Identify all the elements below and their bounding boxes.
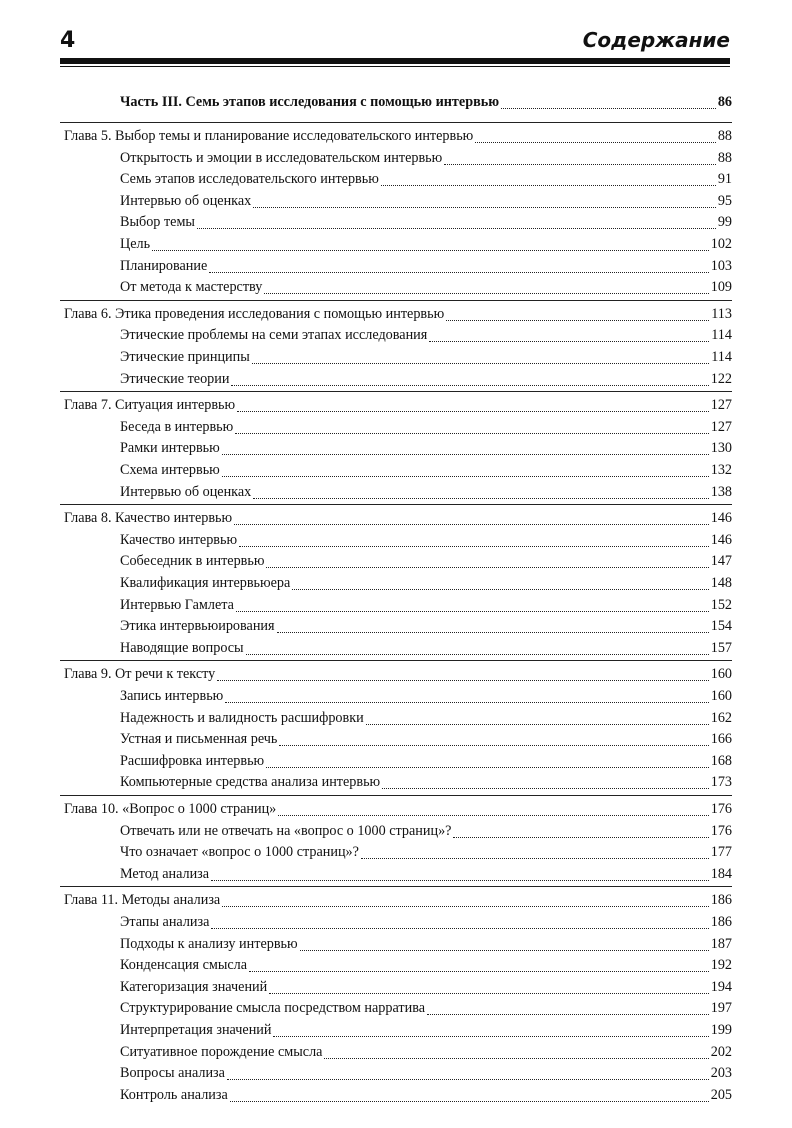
toc-item-page: 102: [710, 236, 732, 252]
toc-item-page: 157: [710, 639, 732, 656]
toc-item-page: 146: [710, 531, 732, 548]
leader-dots: [222, 475, 709, 477]
toc-item-page: 162: [710, 709, 732, 726]
toc-item-title: Ситуативное порождение смысла: [120, 1043, 323, 1060]
leader-dots: [246, 653, 709, 655]
toc-item-page: 99: [717, 214, 732, 231]
toc-item[interactable]: [120, 864, 732, 884]
toc-item[interactable]: [120, 708, 732, 728]
toc-item-page: 173: [710, 774, 732, 791]
toc-chapter[interactable]: [64, 799, 732, 819]
chapter-separator: [60, 660, 732, 661]
toc-item[interactable]: [120, 325, 732, 345]
toc-item[interactable]: [120, 460, 732, 480]
toc-part-title: Часть III. Семь этапов исследования с помощью интервью: [120, 94, 500, 110]
toc-item[interactable]: [120, 934, 732, 954]
toc-item-title: Интервью Гамлета: [120, 596, 234, 613]
toc-item-page: 154: [710, 618, 732, 635]
toc-chapter-title: Глава 9. От речи к тексту: [64, 666, 216, 683]
toc-item-page: 127: [710, 418, 732, 435]
leader-dots: [236, 610, 709, 612]
toc-item[interactable]: [120, 912, 732, 932]
toc-item-title: Наводящие вопросы: [120, 639, 244, 656]
toc-item[interactable]: [120, 530, 732, 550]
leader-dots: [292, 588, 708, 590]
toc-item-title: Метод анализа: [120, 865, 210, 882]
toc-chapter-page: 127: [710, 397, 732, 414]
leader-dots: [197, 227, 716, 229]
chapter-separator: [60, 886, 732, 887]
toc-item-page: 199: [710, 1022, 732, 1038]
leader-dots: [209, 271, 708, 273]
toc-item-title: Выбор темы: [120, 214, 195, 231]
toc-item-title: Этические проблемы на семи этапах исследования: [120, 327, 428, 344]
leader-dots: [239, 545, 709, 547]
toc-chapter[interactable]: [64, 126, 732, 146]
toc-item[interactable]: [120, 1042, 732, 1062]
leader-dots: [230, 1100, 709, 1102]
toc-item-page: 122: [710, 370, 732, 387]
toc-item-page: 160: [710, 688, 732, 704]
leader-dots: [277, 631, 709, 633]
toc-item[interactable]: [120, 256, 732, 276]
toc-item-title: Открытость и эмоции в исследовательском интервью: [120, 149, 443, 166]
leader-dots: [381, 184, 716, 186]
leader-dots: [227, 1078, 709, 1080]
toc-item-page: 138: [710, 483, 732, 500]
toc-item-page: 132: [710, 462, 732, 478]
toc-item-title: Этические принципы: [120, 349, 250, 365]
toc-item-title: Рамки интервью: [120, 440, 220, 457]
toc-item-page: 114: [711, 349, 732, 365]
toc-item-page: 88: [717, 149, 732, 166]
leader-dots: [475, 141, 716, 143]
toc-item[interactable]: [120, 148, 732, 168]
toc-item-page: 186: [710, 914, 732, 930]
chapter-separator: [60, 391, 732, 392]
leader-dots: [444, 163, 716, 165]
leader-dots: [252, 362, 709, 364]
toc-chapter[interactable]: [64, 304, 732, 324]
toc-item-page: 103: [710, 257, 732, 274]
toc-item-page: 130: [710, 440, 732, 457]
toc-item-page: 152: [710, 596, 732, 613]
toc-item[interactable]: [120, 277, 732, 297]
toc-item[interactable]: [120, 977, 732, 997]
toc-item-page: 95: [717, 192, 732, 209]
leader-dots: [234, 523, 709, 525]
chapter-separator: [60, 122, 732, 123]
toc-item-page: 147: [710, 553, 732, 570]
toc-item[interactable]: [120, 212, 732, 232]
leader-dots: [217, 679, 708, 681]
toc-chapter[interactable]: [64, 664, 732, 684]
toc-item-page: 194: [710, 978, 732, 995]
leader-dots: [211, 879, 709, 881]
toc-item[interactable]: [120, 1020, 732, 1040]
toc-chapter-title: Глава 6. Этика проведения исследования с помощью интервью: [64, 305, 445, 322]
toc-item-title: Запись интервью: [120, 688, 224, 704]
toc-item-title: Расшифровка интервью: [120, 752, 265, 769]
leader-dots: [278, 814, 708, 816]
leader-dots: [269, 992, 708, 994]
toc-item-title: Конденсация смысла: [120, 957, 248, 974]
chapter-separator: [60, 795, 732, 796]
leader-dots: [429, 340, 709, 342]
leader-dots: [361, 857, 709, 859]
toc-item-page: 91: [717, 171, 732, 188]
toc-item-title: Отвечать или не отвечать на «вопрос о 1000 страниц»?: [120, 822, 452, 839]
toc-item[interactable]: [120, 573, 732, 593]
leader-dots: [324, 1057, 708, 1059]
toc-item[interactable]: [120, 417, 732, 437]
chapter-separator: [60, 300, 732, 301]
leader-dots: [300, 949, 709, 951]
leader-dots: [264, 292, 708, 294]
leader-dots: [211, 927, 708, 929]
toc-item-title: Квалификация интервьюера: [120, 575, 291, 591]
toc-item[interactable]: [120, 638, 732, 658]
toc-item-title: Семь этапов исследовательского интервью: [120, 171, 379, 188]
toc-item[interactable]: [120, 955, 732, 975]
toc-item-title: Этические теории: [120, 370, 230, 387]
leader-dots: [237, 410, 709, 412]
toc-item[interactable]: [120, 347, 732, 367]
toc-chapter-title: Глава 10. «Вопрос о 1000 страниц»: [64, 801, 277, 817]
toc-item-title: Интерпретация значений: [120, 1022, 272, 1038]
toc-item-page: 109: [710, 279, 732, 296]
toc-item-title: Контроль анализа: [120, 1086, 228, 1103]
toc-item-page: 166: [710, 731, 732, 748]
toc-item-page: 187: [710, 935, 732, 952]
toc-item[interactable]: [120, 772, 732, 792]
toc-item-title: Собеседник в интервью: [120, 553, 265, 570]
leader-dots: [273, 1035, 708, 1037]
toc-item-page: 197: [710, 1000, 732, 1017]
toc-item-page: 192: [710, 957, 732, 974]
toc-item[interactable]: [120, 1085, 732, 1105]
toc-item-title: Интервью об оценках: [120, 192, 252, 209]
toc-item-title: Надежность и валидность расшифровки: [120, 709, 364, 726]
leader-dots: [366, 723, 709, 725]
toc-chapter-title: Глава 5. Выбор темы и планирование исследовательского интервью: [64, 128, 474, 144]
leader-dots: [231, 384, 708, 386]
toc-item-title: Подходы к анализу интервью: [120, 935, 298, 952]
toc-item[interactable]: [120, 438, 732, 458]
toc-item-title: Беседа в интервью: [120, 418, 234, 435]
toc-item-page: 205: [710, 1086, 732, 1103]
toc-item-title: Вопросы анализа: [120, 1065, 225, 1082]
toc-item[interactable]: [120, 551, 732, 571]
leader-dots: [152, 249, 709, 251]
toc-item[interactable]: [120, 595, 732, 615]
leader-dots: [253, 206, 716, 208]
toc-item-title: Этика интервьюирования: [120, 618, 275, 635]
toc-chapter-page: 176: [710, 801, 732, 817]
toc-part-page: 86: [717, 94, 732, 110]
toc-chapter-title: Глава 11. Методы анализа: [64, 892, 221, 909]
toc-item[interactable]: [120, 234, 732, 254]
toc-item[interactable]: [120, 1063, 732, 1083]
toc-item[interactable]: [120, 482, 732, 502]
leader-dots: [501, 107, 716, 109]
leader-dots: [446, 319, 709, 321]
toc-item-title: Качество интервью: [120, 531, 238, 548]
toc-item[interactable]: [120, 369, 732, 389]
section-title: Содержание: [582, 28, 730, 52]
toc-item-page: 202: [710, 1043, 732, 1060]
toc-item[interactable]: [120, 751, 732, 771]
leader-dots: [222, 453, 709, 455]
toc-item-page: 203: [710, 1065, 732, 1082]
leader-dots: [249, 970, 709, 972]
toc-item-title: Схема интервью: [120, 462, 220, 478]
toc-item-page: 176: [710, 822, 732, 839]
toc-item-page: 177: [710, 844, 732, 861]
leader-dots: [266, 566, 708, 568]
toc-item-title: Что означает «вопрос о 1000 страниц»?: [120, 844, 359, 861]
toc-chapter[interactable]: [64, 890, 732, 910]
toc-chapter-page: 186: [710, 892, 732, 909]
toc-item[interactable]: [120, 998, 732, 1018]
toc-item-title: Цель: [120, 236, 151, 252]
leader-dots: [222, 905, 708, 907]
toc-item-page: 168: [710, 752, 732, 769]
toc-item[interactable]: [120, 169, 732, 189]
toc-item-title: Интервью об оценках: [120, 483, 252, 500]
leader-dots: [453, 836, 708, 838]
toc-chapter-page: 146: [710, 510, 732, 527]
leader-dots: [235, 432, 708, 434]
toc-item-page: 184: [710, 865, 732, 882]
toc-item-title: От метода к мастерству: [120, 279, 263, 296]
toc-item[interactable]: [120, 616, 732, 636]
toc-item-title: Этапы анализа: [120, 914, 210, 930]
toc-item-title: Категоризация значений: [120, 978, 268, 995]
toc-item[interactable]: [120, 191, 732, 211]
toc-item-title: Планирование: [120, 257, 208, 274]
toc-chapter-page: 160: [710, 666, 732, 683]
toc-part[interactable]: [120, 92, 732, 112]
leader-dots: [427, 1013, 709, 1015]
toc-chapter-title: Глава 8. Качество интервью: [64, 510, 233, 527]
chapter-separator: [60, 504, 732, 505]
toc-item[interactable]: [120, 729, 732, 749]
leader-dots: [253, 497, 708, 499]
page-number: 4: [60, 28, 75, 53]
leader-dots: [225, 701, 708, 703]
toc-chapter-title: Глава 7. Ситуация интервью: [64, 397, 236, 414]
toc-item-page: 114: [711, 327, 732, 344]
toc-chapter[interactable]: [64, 508, 732, 528]
toc-item-title: Устная и письменная речь: [120, 731, 278, 748]
toc-item[interactable]: [120, 842, 732, 862]
toc-item-title: Компьютерные средства анализа интервью: [120, 774, 381, 791]
toc-item-page: 148: [710, 575, 732, 591]
leader-dots: [266, 766, 709, 768]
toc-chapter-page: 88: [717, 128, 732, 144]
toc-chapter[interactable]: [64, 395, 732, 415]
leader-dots: [382, 787, 709, 789]
toc-item[interactable]: [120, 686, 732, 706]
toc-item-title: Структурирование смысла посредством нарратива: [120, 1000, 426, 1017]
leader-dots: [279, 744, 708, 746]
toc-item[interactable]: [120, 821, 732, 841]
toc-chapter-page: 113: [711, 305, 732, 322]
